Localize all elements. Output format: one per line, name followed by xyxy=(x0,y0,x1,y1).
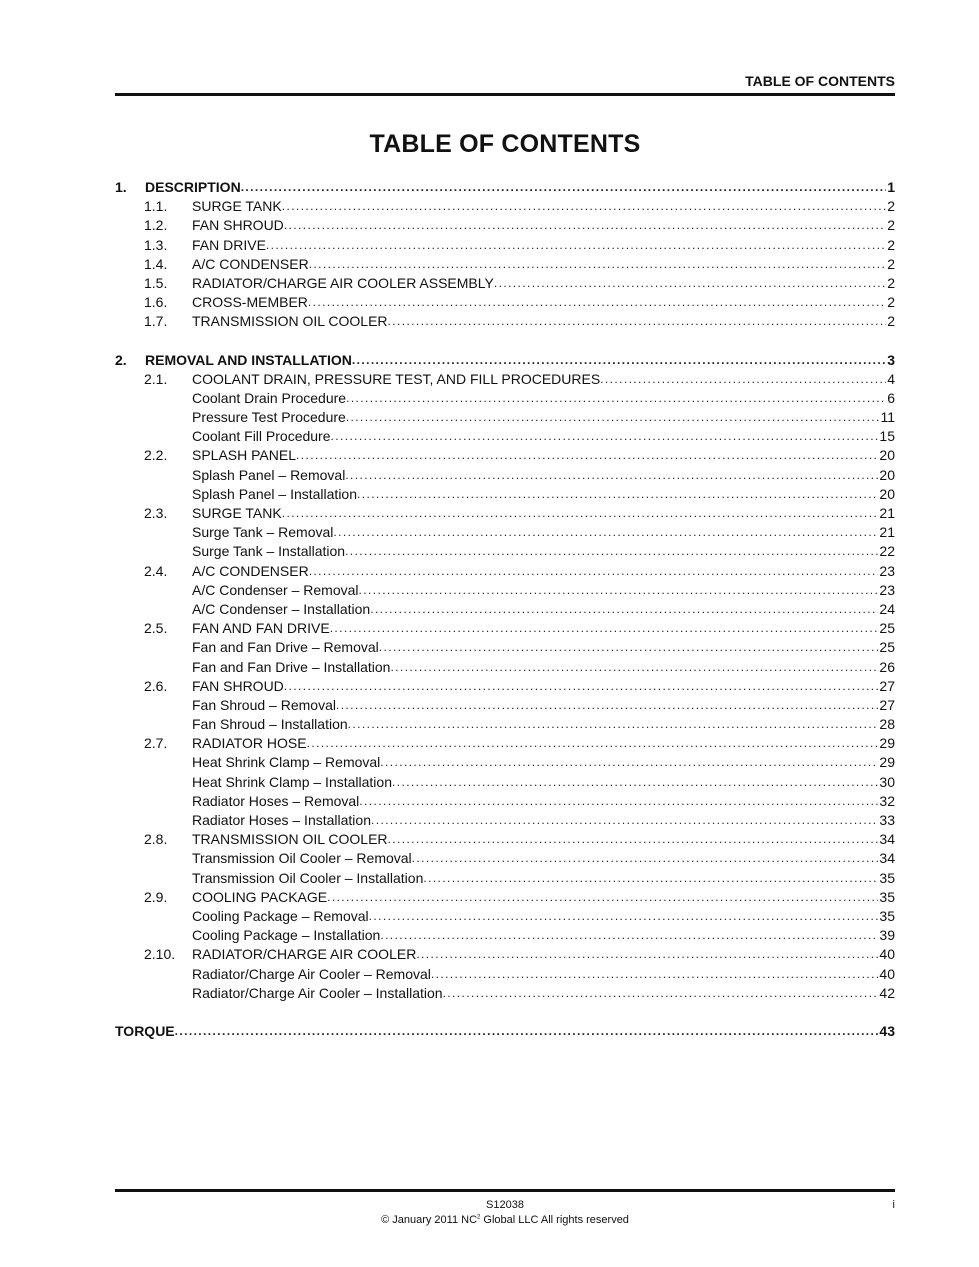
dot-leader xyxy=(352,351,886,370)
toc-entry-page: 39 xyxy=(879,927,895,944)
toc-entry[interactable] xyxy=(115,542,895,561)
toc-entry-title: Heat Shrink Clamp – Removal xyxy=(192,754,381,771)
toc-entry-body xyxy=(192,907,895,926)
dot-leader xyxy=(348,715,879,734)
toc-entry-title: SURGE TANK xyxy=(192,505,282,521)
toc-entry-page: 11 xyxy=(880,409,895,426)
toc-entry-title: RADIATOR HOSE xyxy=(192,735,307,752)
dot-leader xyxy=(309,562,879,581)
toc-entry-page: 32 xyxy=(879,792,895,809)
toc-entry-title: Radiator Hoses – Removal xyxy=(192,792,360,809)
toc-entry-page: 40 xyxy=(879,965,895,982)
toc-entry-page: 26 xyxy=(879,658,895,675)
dot-leader xyxy=(369,907,879,926)
toc-entry[interactable] xyxy=(115,370,895,389)
dot-leader xyxy=(345,466,878,485)
toc-entry-page: 3 xyxy=(887,351,895,368)
toc-entry-body xyxy=(192,696,895,715)
table-of-contents xyxy=(115,178,895,1041)
toc-entry-title: Heat Shrink Clamp – Installation xyxy=(192,773,392,790)
toc-entry[interactable] xyxy=(115,581,895,600)
toc-entry-body xyxy=(192,216,895,235)
toc-entry[interactable] xyxy=(115,408,895,427)
toc-entry-page: 43 xyxy=(879,1022,895,1039)
toc-entry-title: Cooling Package – Installation xyxy=(192,927,381,944)
dot-leader xyxy=(331,427,879,446)
toc-entry-title: FAN AND FAN DRIVE xyxy=(192,620,330,637)
toc-entry-number: 1.1. xyxy=(144,198,168,215)
toc-entry-body xyxy=(192,389,895,408)
toc-entry-page: 1 xyxy=(887,179,895,195)
dot-leader xyxy=(392,773,878,792)
toc-entry-body xyxy=(192,600,895,619)
toc-entry-page: 25 xyxy=(879,639,895,656)
toc-entry[interactable] xyxy=(115,945,895,964)
toc-entry-page: 29 xyxy=(879,754,895,771)
toc-entry[interactable] xyxy=(115,658,895,677)
toc-entry-number: 2.7. xyxy=(144,735,168,752)
toc-entry-body xyxy=(192,965,895,984)
dot-leader xyxy=(296,446,878,465)
toc-entry-title: DESCRIPTION xyxy=(145,179,241,195)
dot-leader xyxy=(346,389,886,408)
toc-entry[interactable] xyxy=(115,236,895,255)
toc-entry-title: TORQUE xyxy=(115,1022,175,1039)
toc-entry-title: Cooling Package – Removal xyxy=(192,907,369,924)
toc-entry-page: 27 xyxy=(879,696,895,713)
dot-leader xyxy=(600,370,886,389)
toc-entry-body xyxy=(192,236,895,255)
toc-entry[interactable] xyxy=(115,427,895,446)
toc-entry[interactable] xyxy=(115,312,895,331)
toc-entry-number: 2.5. xyxy=(144,620,168,637)
dot-leader xyxy=(307,734,879,753)
toc-entry-page: 2 xyxy=(887,313,895,330)
dot-leader xyxy=(336,696,878,715)
toc-entry-title: A/C CONDENSER xyxy=(192,255,309,272)
copyright-superscript: 2 xyxy=(477,1214,481,1221)
toc-entry-page: 20 xyxy=(879,447,895,464)
toc-entry[interactable] xyxy=(115,562,895,581)
toc-entry-title: RADIATOR/CHARGE AIR COOLER ASSEMBLY xyxy=(192,274,494,291)
toc-entry-title: RADIATOR/CHARGE AIR COOLER xyxy=(192,946,417,963)
toc-entry-body xyxy=(115,1022,895,1041)
toc-entry[interactable] xyxy=(115,984,895,1003)
dot-leader xyxy=(390,658,878,677)
toc-entry-number: 2.3. xyxy=(144,505,168,521)
toc-entry-body xyxy=(192,504,895,523)
toc-entry-body xyxy=(192,677,895,696)
dot-leader xyxy=(379,638,879,657)
toc-entry-page: 2 xyxy=(887,274,895,291)
toc-entry-title: Fan Shroud – Removal xyxy=(192,696,336,713)
dot-leader xyxy=(431,965,879,984)
toc-entry-page: 4 xyxy=(887,370,895,387)
toc-entry-page: 15 xyxy=(879,428,895,445)
toc-entry-body xyxy=(192,753,895,772)
toc-entry-number: 1. xyxy=(115,179,127,195)
toc-entry-body xyxy=(192,581,895,600)
toc-entry-title: Fan and Fan Drive – Removal xyxy=(192,639,379,656)
toc-entry[interactable] xyxy=(115,849,895,868)
toc-entry[interactable] xyxy=(115,504,895,523)
toc-entry[interactable] xyxy=(115,638,895,657)
toc-entry-body xyxy=(192,312,895,331)
dot-leader xyxy=(371,811,878,830)
toc-entry[interactable] xyxy=(115,600,895,619)
copyright-suffix: Global LLC All rights reserved xyxy=(480,1214,629,1226)
toc-entry-body xyxy=(192,888,895,907)
toc-entry-title: FAN SHROUD xyxy=(192,217,284,234)
page-title: TABLE OF CONTENTS xyxy=(369,130,641,158)
toc-entry[interactable] xyxy=(115,1022,895,1041)
toc-entry-page: 27 xyxy=(879,677,895,694)
toc-entry-page: 22 xyxy=(879,543,895,560)
toc-entry-page: 34 xyxy=(879,831,895,848)
toc-entry-page: 6 xyxy=(887,389,895,406)
toc-entry[interactable] xyxy=(115,773,895,792)
page-number: i xyxy=(892,1199,895,1211)
toc-entry-number: 2.6. xyxy=(144,677,168,694)
toc-entry-title: Splash Panel – Removal xyxy=(192,466,346,483)
toc-entry[interactable] xyxy=(115,869,895,888)
toc-entry-body xyxy=(192,734,895,753)
dot-leader xyxy=(380,926,878,945)
toc-entry-number: 2. xyxy=(115,351,127,368)
toc-entry-title: Transmission Oil Cooler – Removal xyxy=(192,850,412,867)
toc-entry-page: 35 xyxy=(879,869,895,886)
dot-leader xyxy=(309,255,887,274)
toc-entry[interactable] xyxy=(115,351,895,370)
toc-entry-body xyxy=(192,869,895,888)
toc-entry-title: A/C Condenser – Removal xyxy=(192,581,359,598)
toc-entry-body xyxy=(145,178,895,197)
toc-entry[interactable] xyxy=(115,811,895,830)
toc-entry-number: 1.4. xyxy=(144,255,168,272)
toc-entry-title: Splash Panel – Installation xyxy=(192,485,357,502)
toc-entry[interactable] xyxy=(115,677,895,696)
toc-entry[interactable] xyxy=(115,715,895,734)
toc-entry-body xyxy=(192,274,895,293)
running-header-title: TABLE OF CONTENTS xyxy=(745,73,895,89)
toc-entry-body xyxy=(192,638,895,657)
toc-entry-title: TRANSMISSION OIL COOLER xyxy=(192,313,388,330)
toc-entry-page: 34 xyxy=(879,850,895,867)
toc-entry[interactable] xyxy=(115,293,895,312)
toc-entry[interactable] xyxy=(115,446,895,465)
dot-leader xyxy=(330,619,879,638)
toc-entry-title: Surge Tank – Removal xyxy=(192,524,334,541)
toc-entry-body xyxy=(192,542,895,561)
toc-entry[interactable] xyxy=(115,485,895,504)
toc-entry-title: Radiator Hoses – Installation xyxy=(192,812,371,828)
dot-leader xyxy=(266,236,886,255)
dot-leader xyxy=(416,945,878,964)
toc-entry-body xyxy=(192,619,895,638)
toc-entry[interactable] xyxy=(115,753,895,772)
toc-entry-page: 23 xyxy=(879,581,895,598)
toc-entry[interactable] xyxy=(115,619,895,638)
toc-entry-title: COOLING PACKAGE xyxy=(192,888,328,905)
dot-leader xyxy=(308,293,886,312)
toc-entry-page: 20 xyxy=(879,485,895,502)
dot-leader xyxy=(494,274,886,293)
document-code: S12038 xyxy=(486,1199,524,1211)
toc-entry-title: Coolant Drain Procedure xyxy=(192,389,347,406)
toc-entry-body xyxy=(192,446,895,465)
toc-entry-title: Coolant Fill Procedure xyxy=(192,428,331,445)
header-divider xyxy=(115,93,895,96)
toc-entry-body xyxy=(192,715,895,734)
toc-entry-page: 28 xyxy=(879,716,895,733)
toc-entry[interactable] xyxy=(115,274,895,293)
toc-entry-number: 2.8. xyxy=(144,831,168,848)
toc-entry-number: 2.1. xyxy=(144,370,168,387)
toc-entry-page: 2 xyxy=(887,294,895,311)
dot-leader xyxy=(345,542,878,561)
toc-entry-body xyxy=(192,466,895,485)
toc-entry-body xyxy=(192,197,895,216)
toc-entry-number: 2.9. xyxy=(144,888,168,905)
toc-entry-body xyxy=(192,562,895,581)
toc-entry-body xyxy=(145,351,895,370)
toc-entry-number: 1.2. xyxy=(144,217,168,234)
toc-entry[interactable] xyxy=(115,965,895,984)
toc-entry-title: Surge Tank – Installation xyxy=(192,543,346,560)
toc-entry-page: 25 xyxy=(879,620,895,637)
dot-leader xyxy=(359,792,878,811)
toc-entry-body xyxy=(192,984,895,1003)
toc-entry-body xyxy=(192,255,895,274)
copyright-prefix: © January 2011 NC xyxy=(381,1214,478,1226)
toc-entry-page: 2 xyxy=(887,217,895,234)
dot-leader xyxy=(443,984,879,1003)
dot-leader xyxy=(412,849,879,868)
toc-entry-page: 2 xyxy=(887,236,895,253)
dot-leader xyxy=(333,523,878,542)
toc-entry[interactable] xyxy=(115,197,895,216)
toc-entry-title: FAN SHROUD xyxy=(192,677,284,694)
toc-entry-title: CROSS-MEMBER xyxy=(192,294,308,311)
toc-entry-title: A/C Condenser – Installation xyxy=(192,600,371,617)
toc-entry-page: 42 xyxy=(879,984,895,1001)
toc-entry[interactable] xyxy=(115,792,895,811)
toc-entry[interactable] xyxy=(115,178,895,197)
toc-entry-page: 21 xyxy=(879,524,895,541)
dot-leader xyxy=(370,600,878,619)
toc-entry-title: FAN DRIVE xyxy=(192,236,266,253)
toc-entry-title: Fan and Fan Drive – Installation xyxy=(192,658,391,675)
toc-entry-page: 2 xyxy=(887,198,895,215)
toc-entry[interactable] xyxy=(115,523,895,542)
toc-entry-body xyxy=(192,926,895,945)
toc-entry[interactable] xyxy=(115,255,895,274)
dot-leader xyxy=(388,830,879,849)
toc-entry-page: 20 xyxy=(879,466,895,483)
toc-entry-number: 1.5. xyxy=(144,274,168,291)
toc-entry-body xyxy=(192,485,895,504)
toc-entry-title: SURGE TANK xyxy=(192,198,282,215)
toc-entry-title: Pressure Test Procedure xyxy=(192,409,346,426)
toc-entry-page: 29 xyxy=(879,735,895,752)
toc-entry-body xyxy=(192,945,895,964)
toc-entry[interactable] xyxy=(115,926,895,945)
dot-leader xyxy=(175,1022,879,1041)
toc-entry-body xyxy=(192,293,895,312)
toc-entry-page: 2 xyxy=(887,255,895,272)
toc-entry[interactable] xyxy=(115,830,895,849)
toc-entry-page: 30 xyxy=(879,773,895,790)
toc-entry-number: 2.4. xyxy=(144,562,168,579)
toc-entry-body xyxy=(192,792,895,811)
dot-leader xyxy=(284,216,886,235)
toc-entry-page: 40 xyxy=(879,946,895,963)
toc-entry-number: 2.10. xyxy=(144,946,176,963)
toc-entry-body xyxy=(192,523,895,542)
toc-entry-body xyxy=(192,658,895,677)
toc-entry-page: 35 xyxy=(879,907,895,924)
toc-entry[interactable] xyxy=(115,466,895,485)
toc-entry-body xyxy=(192,849,895,868)
toc-entry[interactable] xyxy=(115,696,895,715)
toc-entry-title: SPLASH PANEL xyxy=(192,447,297,464)
toc-entry-title: Fan Shroud – Installation xyxy=(192,716,348,733)
toc-entry-body xyxy=(192,370,895,389)
toc-entry-number: 1.3. xyxy=(144,236,168,253)
toc-entry-body xyxy=(192,811,895,830)
toc-entry-title: Radiator/Charge Air Cooler – Installation xyxy=(192,984,443,1001)
toc-entry-title: TRANSMISSION OIL COOLER xyxy=(192,831,388,848)
dot-leader xyxy=(282,504,879,523)
toc-entry-body xyxy=(192,427,895,446)
toc-entry-title: Radiator/Charge Air Cooler – Removal xyxy=(192,965,431,982)
toc-entry[interactable] xyxy=(115,216,895,235)
footer-divider xyxy=(115,1189,895,1192)
toc-entry-page: 33 xyxy=(879,812,895,828)
dot-leader xyxy=(423,869,878,888)
toc-entry-number: 2.2. xyxy=(144,447,168,464)
dot-leader xyxy=(388,312,887,331)
dot-leader xyxy=(357,485,878,504)
toc-entry-number: 1.7. xyxy=(144,313,168,330)
toc-entry-title: REMOVAL AND INSTALLATION xyxy=(145,351,352,368)
dot-leader xyxy=(346,408,880,427)
dot-leader xyxy=(284,677,879,696)
toc-entry-body xyxy=(192,408,895,427)
toc-entry-body xyxy=(192,773,895,792)
toc-entry-body xyxy=(192,830,895,849)
dot-leader xyxy=(241,178,887,197)
dot-leader xyxy=(380,753,878,772)
toc-entry-title: Transmission Oil Cooler – Installation xyxy=(192,869,424,886)
toc-entry[interactable] xyxy=(115,907,895,926)
toc-entry-page: 24 xyxy=(879,600,895,617)
toc-entry-number: 1.6. xyxy=(144,294,168,311)
toc-entry-title: A/C CONDENSER xyxy=(192,562,309,579)
toc-entry-page: 21 xyxy=(879,505,895,521)
dot-leader xyxy=(327,888,878,907)
dot-leader xyxy=(282,197,886,216)
toc-entry-page: 23 xyxy=(879,562,895,579)
toc-entry[interactable] xyxy=(115,389,895,408)
toc-entry-title: COOLANT DRAIN, PRESSURE TEST, AND FILL PROCEDURES xyxy=(192,370,601,387)
copyright-notice xyxy=(0,1214,979,1226)
toc-entry[interactable] xyxy=(115,888,895,907)
dot-leader xyxy=(359,581,879,600)
toc-entry-page: 35 xyxy=(879,888,895,905)
toc-entry[interactable] xyxy=(115,734,895,753)
